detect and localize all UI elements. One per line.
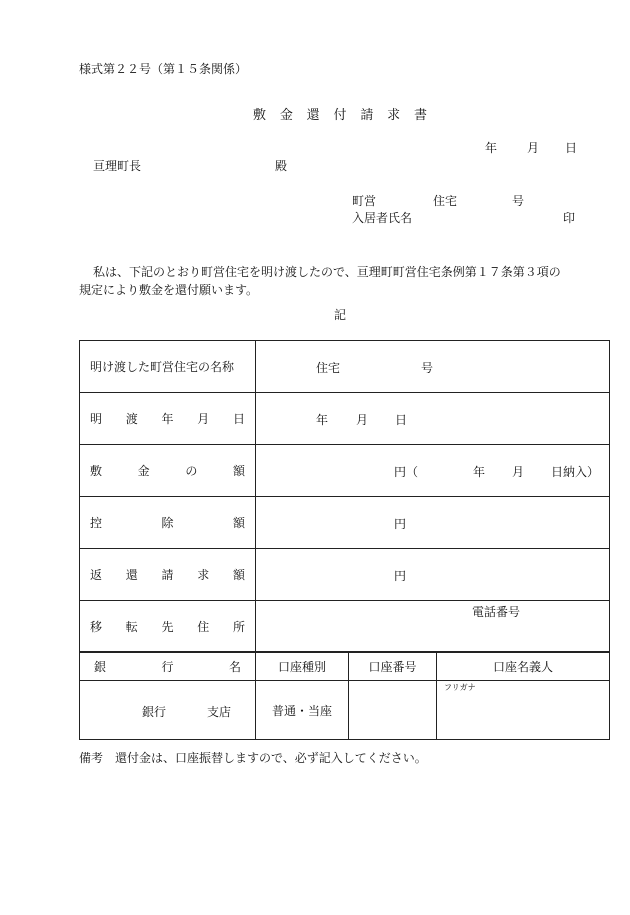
- title-char: 金: [279, 108, 293, 123]
- label-char: 転: [125, 620, 138, 634]
- label-char: 名: [228, 659, 241, 674]
- value-deposit[interactable]: [256, 445, 610, 497]
- branch-label: 支店: [207, 705, 232, 719]
- housing-word: 住宅: [316, 361, 341, 375]
- deduction-yen: 円: [394, 517, 407, 531]
- date-day: 日: [565, 141, 578, 155]
- row-deduction: [80, 497, 610, 549]
- vacate-day: 日: [395, 413, 408, 427]
- label-char: 所: [232, 620, 245, 634]
- label-char: 住: [197, 620, 210, 634]
- deposit-year: 年: [473, 465, 486, 479]
- title-char: 敷: [253, 108, 267, 123]
- row-housing-name: [80, 341, 610, 393]
- row-vacate-date: [80, 393, 610, 445]
- label-char: 行: [161, 659, 174, 674]
- label-char: 額: [232, 464, 245, 478]
- bank-branch-cell[interactable]: [80, 681, 256, 740]
- title-char: 請: [360, 108, 374, 123]
- account-holder-cell[interactable]: [437, 681, 610, 740]
- header-bank-name: [80, 652, 256, 681]
- label-char: 額: [232, 516, 245, 530]
- bank-table: [79, 651, 610, 740]
- furigana-label: フリガナ: [444, 683, 476, 692]
- label-char: 還: [125, 568, 138, 582]
- header-account-number: 口座番号: [349, 652, 437, 681]
- bank-header-row: [80, 652, 610, 681]
- label-refund: [80, 549, 256, 601]
- title-char: 求: [387, 108, 401, 123]
- label-char: 月: [197, 412, 210, 426]
- title-char: 付: [333, 108, 347, 123]
- row-new-address: [80, 601, 610, 653]
- value-new-address[interactable]: [256, 601, 610, 653]
- bank-body-row: [80, 681, 610, 740]
- label-deposit: [80, 445, 256, 497]
- value-refund[interactable]: [256, 549, 610, 601]
- deposit-yen: 円（: [394, 465, 419, 479]
- header-account-type: 口座種別: [256, 652, 349, 681]
- label-char: 日: [232, 412, 245, 426]
- main-table: [79, 340, 610, 653]
- label-char: 銀: [94, 659, 107, 674]
- ki-heading: 記: [334, 308, 347, 322]
- body-text-line1: 私は、下記のとおり町営住宅を明け渡したので、亘理町町営住宅条例第１７条第３項の: [93, 265, 561, 279]
- label-char: 額: [232, 568, 245, 582]
- remarks: 備考 還付金は、口座振替しますので、必ず記入してください。: [79, 751, 427, 765]
- title-char: 還: [306, 108, 320, 123]
- seal-mark: 印: [563, 211, 576, 225]
- label-char: 控: [90, 516, 103, 530]
- document-title: [253, 104, 427, 123]
- resident-name-label: 入居者氏名: [352, 211, 413, 225]
- vacate-month: 月: [356, 413, 369, 427]
- label-vacate-date: [80, 393, 256, 445]
- label-char: 敷: [90, 464, 103, 478]
- bank-label: 銀行: [142, 705, 167, 719]
- value-vacate-date[interactable]: [256, 393, 610, 445]
- label-char: 返: [90, 568, 103, 582]
- housing-prefix: 町営: [352, 194, 377, 208]
- label-char: 渡: [125, 412, 138, 426]
- label-char: 求: [197, 568, 210, 582]
- deposit-paid: 日納入）: [551, 465, 600, 479]
- form-number: 様式第２２号（第１５条関係）: [79, 62, 248, 76]
- addressee-name: 亘理町長: [93, 159, 142, 173]
- row-refund: [80, 549, 610, 601]
- housing-number-word: 号: [421, 361, 434, 375]
- label-char: 金: [137, 464, 150, 478]
- label-char: 年: [161, 412, 174, 426]
- addressee-honorific: 殿: [275, 159, 288, 173]
- label-char: 先: [161, 620, 174, 634]
- value-housing-name[interactable]: [256, 341, 610, 393]
- housing-number-label: 号: [512, 194, 525, 208]
- header-account-holder: 口座名義人: [437, 652, 610, 681]
- label-char: 請: [161, 568, 174, 582]
- vacate-year: 年: [316, 413, 329, 427]
- account-type-value[interactable]: 普通・当座: [256, 681, 349, 740]
- phone-label: 電話番号: [472, 605, 521, 619]
- housing-suffix: 住宅: [433, 194, 458, 208]
- account-number-cell[interactable]: [349, 681, 437, 740]
- title-char: 書: [413, 108, 427, 123]
- label-housing-name: 明け渡した町営住宅の名称: [80, 341, 256, 393]
- date-year: 年: [485, 141, 498, 155]
- body-text-line2: 規定により敷金を還付願います。: [79, 283, 259, 297]
- label-char: 移: [90, 620, 103, 634]
- label-char: 明: [90, 412, 103, 426]
- date-month: 月: [527, 141, 540, 155]
- value-deduction[interactable]: [256, 497, 610, 549]
- label-char: 除: [161, 516, 174, 530]
- row-deposit: [80, 445, 610, 497]
- deposit-month: 月: [512, 465, 525, 479]
- label-char: の: [185, 464, 198, 478]
- label-deduction: [80, 497, 256, 549]
- label-new-address: [80, 601, 256, 653]
- refund-yen: 円: [394, 569, 407, 583]
